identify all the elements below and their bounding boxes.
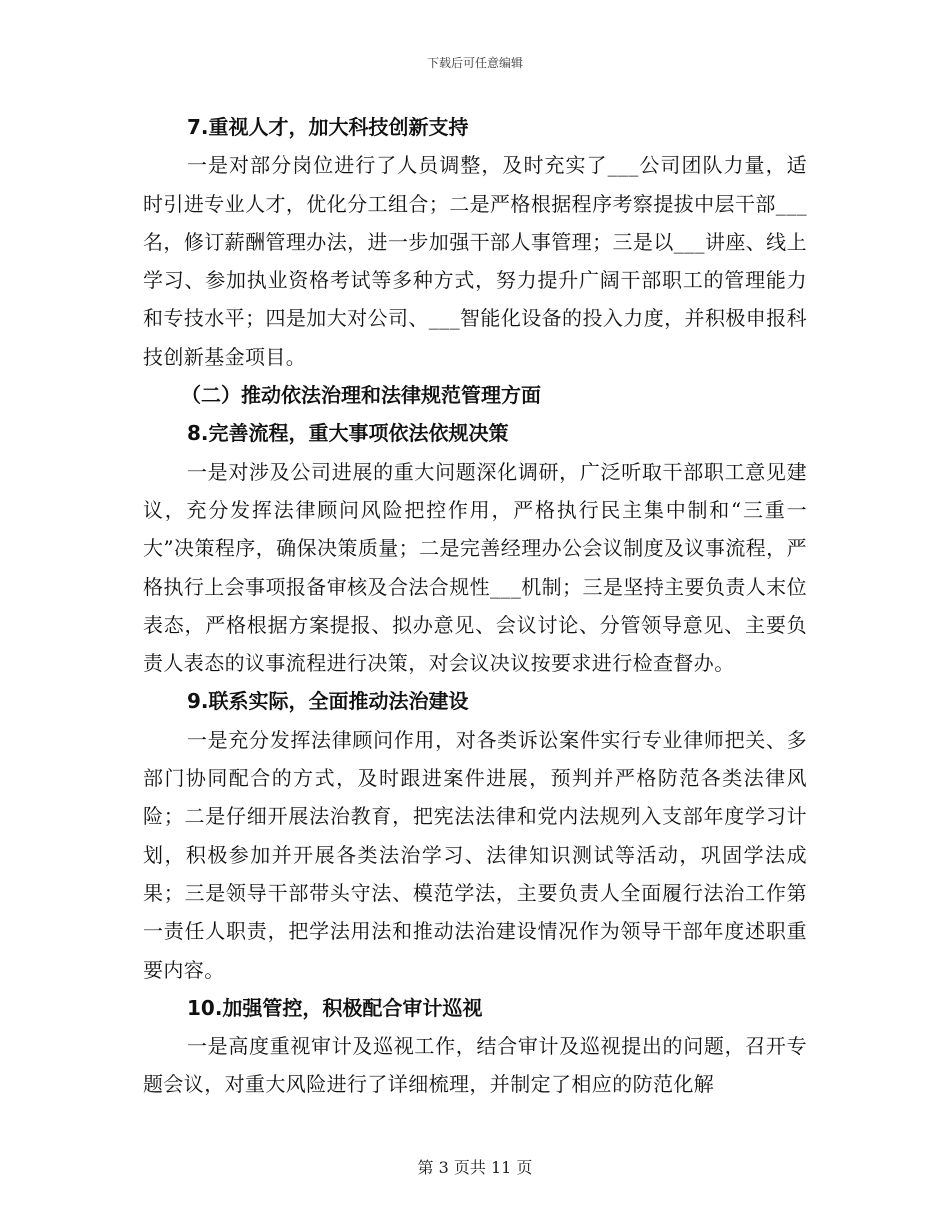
subsection-heading-2: （二）推动依法治理和法律规范管理方面	[181, 383, 541, 408]
section-paragraph-7: 一是对部分岗位进行了人员调整，及时充实了___公司团队力量，适时引进专业人才，优化分工组合；二是严格根据程序考察提拔中层干部___名，修订薪酬管理办法，进一步加强干部人事管理；三是以___讲座、线上学习、参加执业资格考试等多种方式，努力提升广阔干部职工的管理能力和专技水平；四是加大对公司、___智能化设备的投入力度，并积极申报科技创新基金项目。	[143, 153, 807, 369]
section-heading-9: 9.联系实际，全面推动法治建设	[187, 689, 469, 714]
page-footer: 第 3 页共 11 页	[417, 1158, 533, 1177]
section-paragraph-10: 一是高度重视审计及巡视工作，结合审计及巡视提出的问题，召开专题会议，对重大风险进行了详细梳理，并制定了相应的防范化解	[143, 1034, 807, 1097]
section-paragraph-8: 一是对涉及公司进展的重大问题深化调研，广泛听取干部职工意见建议，充分发挥法律顾问风险把控作用，严格执行民主集中制和“三重一大”决策程序，确保决策质量；二是完善经理办公会议制度及议事流程，严格执行上会事项报备审核及合法合规性___机制；三是坚持主要负责人末位表态，严格根据方案提报、拟办意见、会议讨论、分管领导意见、主要负责人表态的议事流程进行决策，对会议决议按要求进行检查督办。	[143, 459, 807, 676]
section-heading-10: 10.加强管控，积极配合审计巡视	[187, 995, 483, 1020]
section-heading-8: 8.完善流程，重大事项依法依规决策	[187, 421, 509, 446]
page-header: 下载后可任意编辑	[426, 56, 523, 70]
document-body	[143, 108, 807, 1104]
section-heading-7: 7.重视人才，加大科技创新支持	[187, 115, 469, 139]
section-paragraph-9: 一是充分发挥法律顾问作用，对各类诉讼案件实行专业律师把关、多部门协同配合的方式，及时跟进案件进展，预判并严格防范各类法律风险；二是仔细开展法治教育，把宪法法律和党内法规列入支部年度学习计划，积极参加并开展各类法治学习、法律知识测试等活动，巩固学法成果；三是领导干部带头守法、模范学法，主要负责人全面履行法治工作第一责任人职责，把学法用法和推动法治建设情况作为领导干部年度述职重要内容。	[143, 727, 807, 982]
